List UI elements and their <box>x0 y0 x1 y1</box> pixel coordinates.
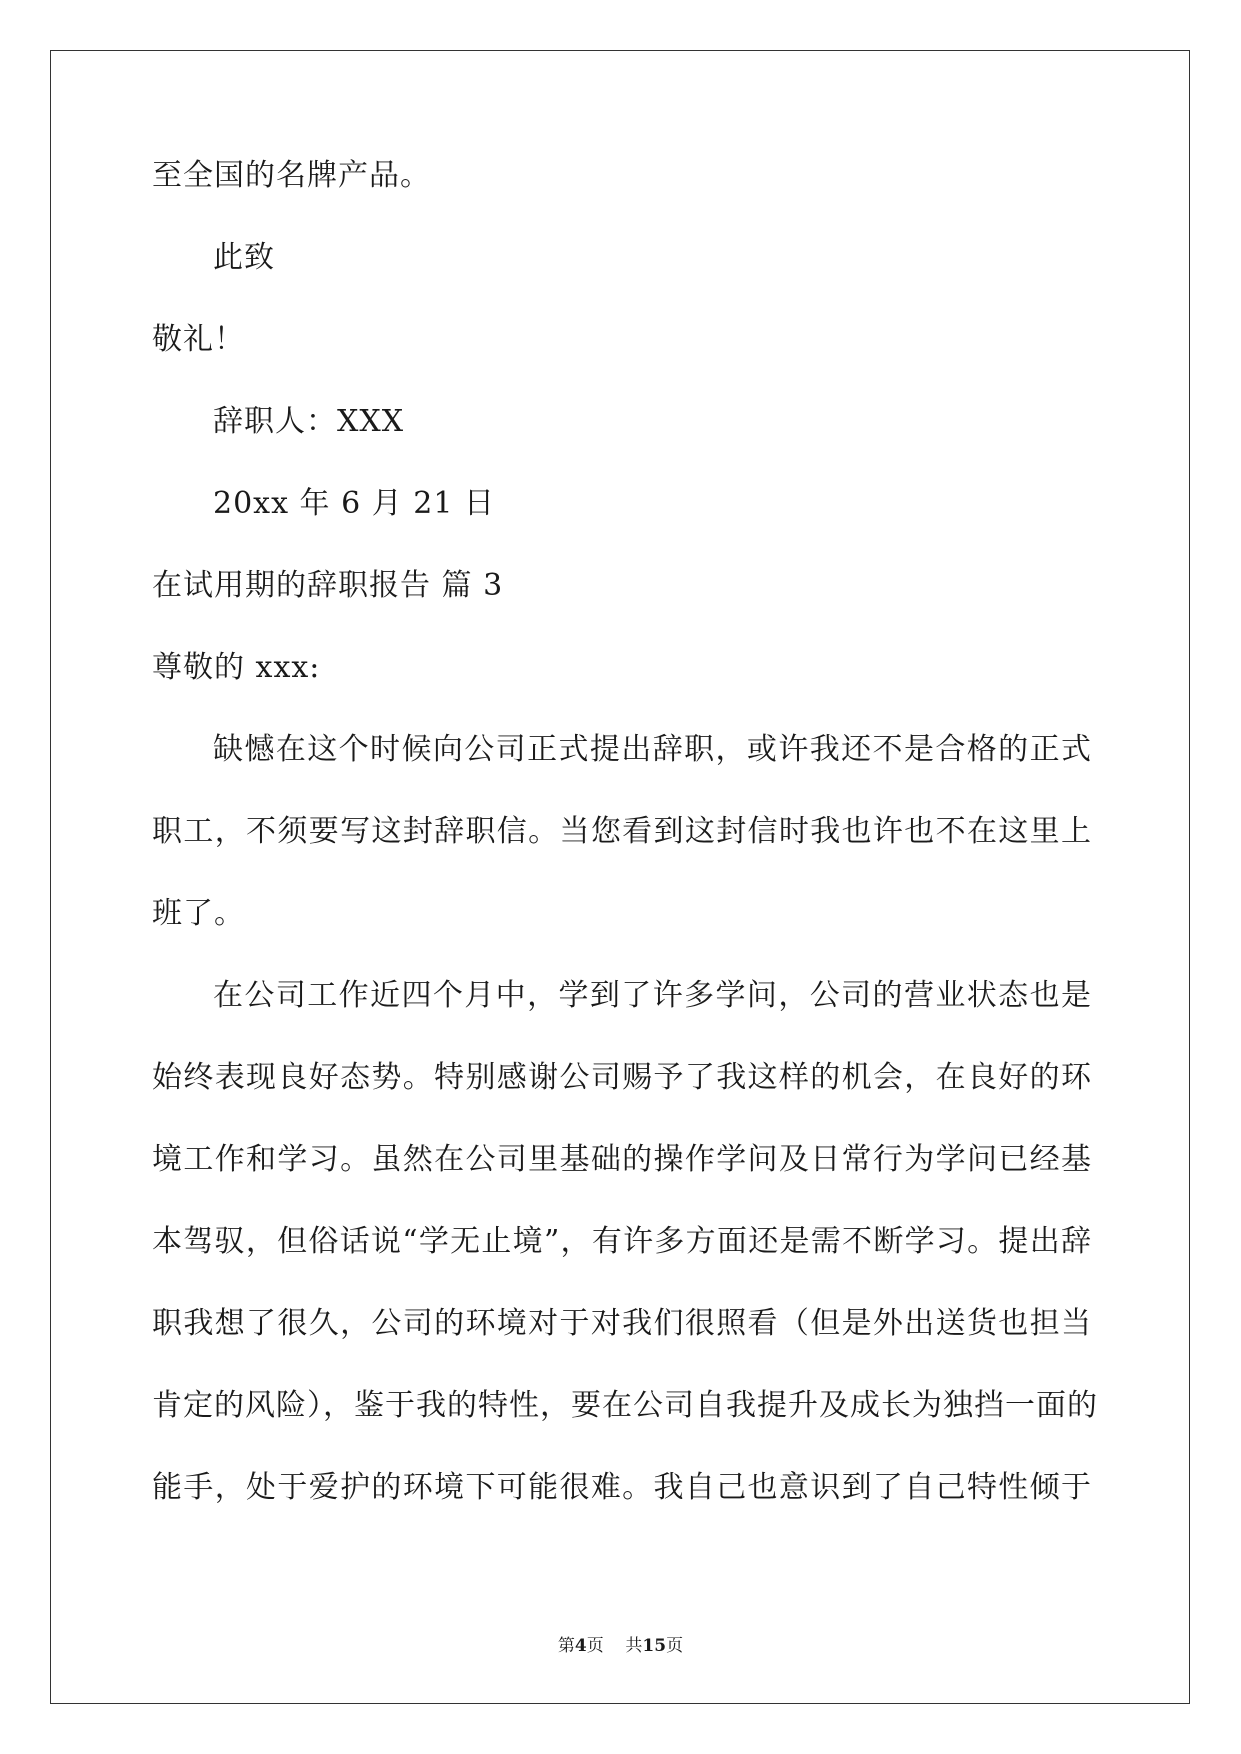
signature-line: 辞职人：XXX <box>213 404 405 439</box>
total-prefix: 共 <box>625 1636 643 1656</box>
page-number: 4 <box>574 1636 587 1656</box>
paragraph-line: 始终表现良好态势。特别感谢公司赐予了我这样的机会，在良好的环 <box>152 1060 1092 1095</box>
section-heading: 在试用期的辞职报告 篇 3 <box>152 568 504 603</box>
page-border <box>50 50 1190 1704</box>
paragraph-line: 职我想了很久，公司的环境对于对我们很照看（但是外出送货也担当 <box>152 1306 1092 1341</box>
paragraph-line: 能手，处于爱护的环境下可能很难。我自己也意识到了自己特性倾于 <box>152 1470 1092 1505</box>
total-pages: 15 <box>642 1636 667 1656</box>
closing-regards: 敬礼！ <box>152 322 245 357</box>
page-footer <box>0 1631 1241 1656</box>
date-line: 20xx 年 6 月 21 日 <box>213 486 495 521</box>
paragraph-line: 肯定的风险），鉴于我的特性，要在公司自我提升及成长为独挡一面的 <box>152 1388 1098 1423</box>
paragraph-line: 本驾驭，但俗话说“学无止境”，有许多方面还是需不断学习。提出辞 <box>152 1224 1092 1259</box>
page-suffix: 页 <box>586 1636 604 1656</box>
paragraph-line: 缺憾在这个时候向公司正式提出辞职，或许我还不是合格的正式 <box>213 732 1092 767</box>
text-line-continuation: 至全国的名牌产品。 <box>152 158 431 193</box>
page-prefix: 第 <box>557 1636 575 1656</box>
closing-salutation: 此致 <box>213 240 275 275</box>
paragraph-line: 职工，不须要写这封辞职信。当您看到这封信时我也许也不在这里上 <box>152 814 1092 849</box>
paragraph-line: 在公司工作近四个月中，学到了许多学问，公司的营业状态也是 <box>213 978 1092 1013</box>
total-suffix: 页 <box>666 1636 684 1656</box>
paragraph-line: 班了。 <box>152 896 245 931</box>
letter-greeting: 尊敬的 xxx: <box>152 650 321 685</box>
paragraph-line: 境工作和学习。虽然在公司里基础的操作学问及日常行为学问已经基 <box>152 1142 1092 1177</box>
